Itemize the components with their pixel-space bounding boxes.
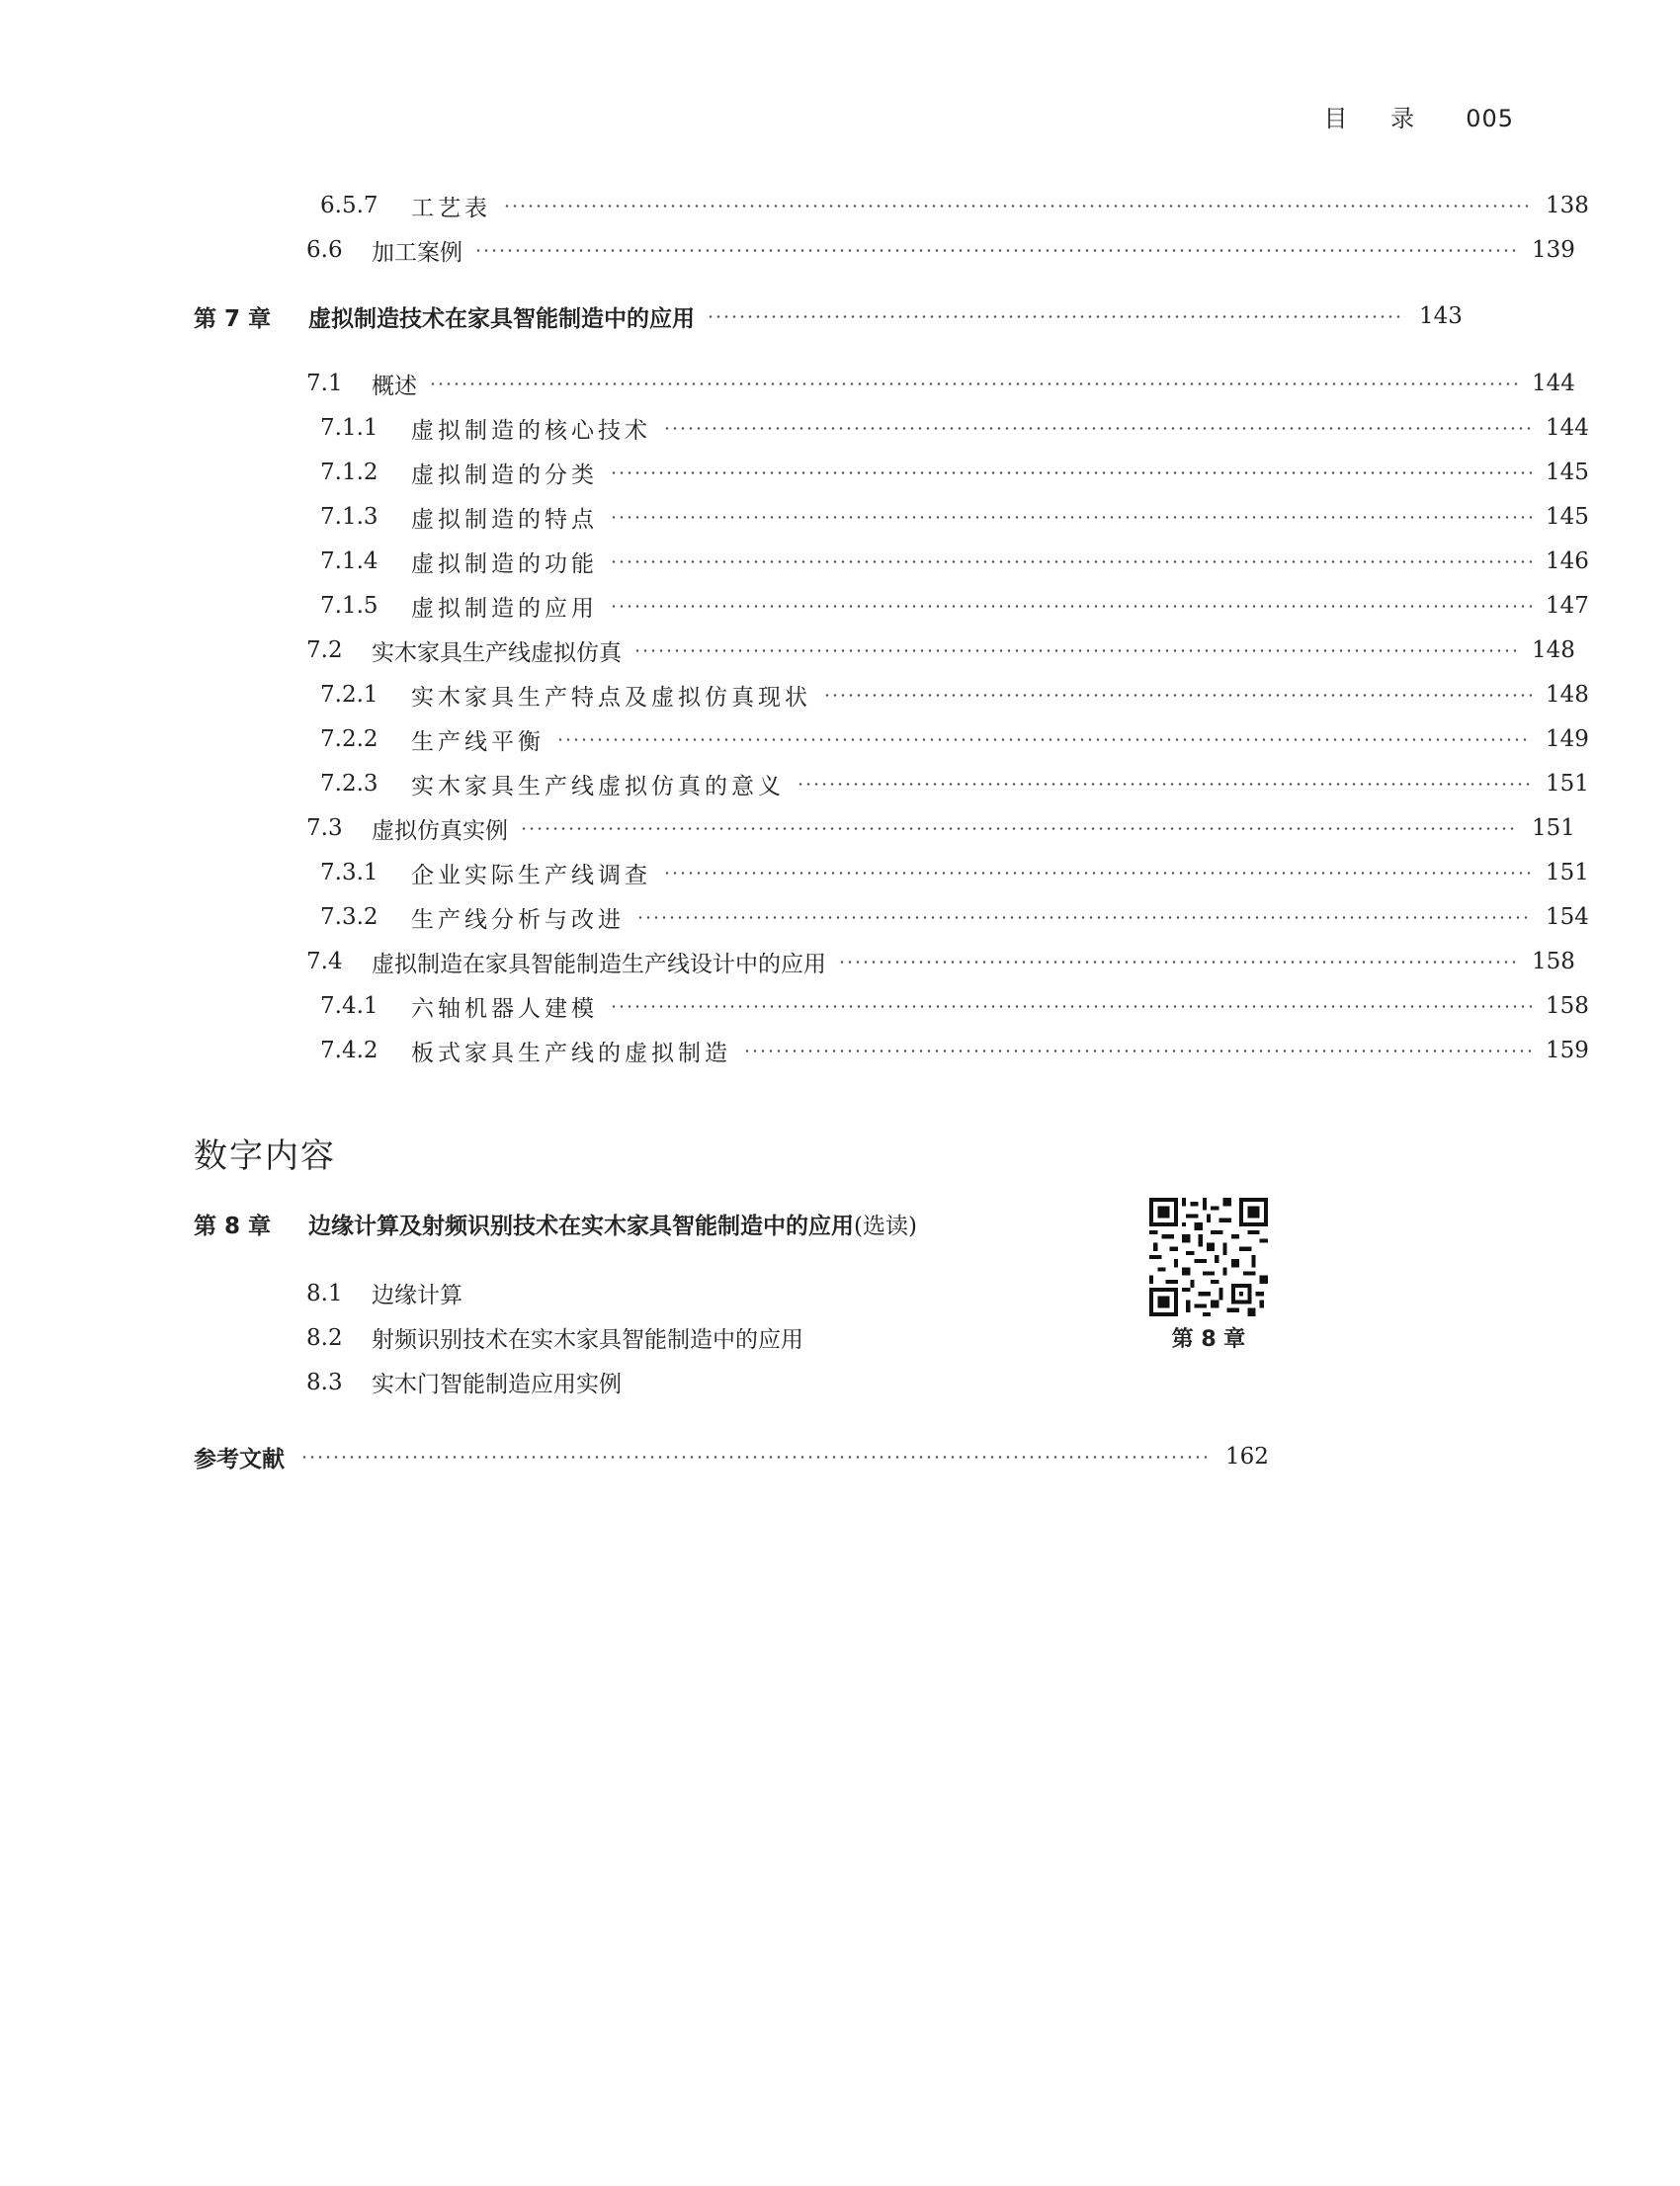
toc-entry-page: 145 <box>1546 504 1589 530</box>
toc-entry[interactable] <box>0 719 1589 759</box>
dot-leader <box>429 382 1518 385</box>
toc-entry[interactable] <box>0 1031 1589 1070</box>
dot-leader <box>743 1050 1532 1052</box>
digital-section-entry[interactable] <box>306 1277 462 1309</box>
toc-entry[interactable] <box>0 230 1575 270</box>
toc-chapter-entry[interactable] <box>0 296 1463 336</box>
toc-entry-title: 实木家具生产特点及虚拟仿真现状 <box>411 684 811 711</box>
dot-leader <box>610 516 1532 519</box>
toc-entry-number: 第 8 章 <box>194 1214 272 1239</box>
optional-reading-note: (选读) <box>854 1214 917 1239</box>
toc-entry-number: 7.1.3 <box>320 504 378 530</box>
toc-entry-number: 7.1.1 <box>320 415 378 441</box>
toc-entry-title: 虚拟制造的分类 <box>411 462 598 488</box>
qr-caption: 第 8 章 <box>1171 1327 1246 1352</box>
toc-entry-title: 虚拟制造在家具智能制造生产线设计中的应用 <box>372 951 826 977</box>
toc-entry-page: 158 <box>1532 949 1575 974</box>
toc-entry[interactable] <box>0 986 1589 1026</box>
toc-entry-title: 加工案例 <box>372 239 462 266</box>
toc-entry[interactable] <box>0 808 1575 848</box>
dot-leader <box>797 783 1532 786</box>
toc-entry-page: 154 <box>1546 904 1589 930</box>
toc-entry-number: 7.1 <box>306 371 343 396</box>
toc-entry-title: 生产线分析与改进 <box>411 906 625 933</box>
toc-entry-page: 151 <box>1546 860 1589 885</box>
toc-entry[interactable] <box>0 586 1589 626</box>
toc-entry-title: 六轴机器人建模 <box>411 995 598 1022</box>
digital-section-entry[interactable] <box>306 1321 803 1354</box>
toc-entry-page: 151 <box>1532 815 1575 841</box>
toc-entry-number: 7.2.1 <box>320 682 378 708</box>
toc-entry-number: 7.1.5 <box>320 593 378 619</box>
dot-leader <box>663 427 1532 430</box>
toc-entry-page: 159 <box>1546 1038 1589 1063</box>
toc-entry-page: 138 <box>1546 193 1589 218</box>
dot-leader <box>663 872 1532 875</box>
toc-entry-page: 146 <box>1546 548 1589 574</box>
toc-entry-title: 工艺表 <box>411 195 491 221</box>
toc-entry-number: 8.3 <box>306 1369 343 1395</box>
toc-entry-number: 7.3.2 <box>320 904 378 930</box>
toc-entry-page: 143 <box>1419 303 1463 329</box>
toc-entry-page: 148 <box>1532 637 1575 663</box>
toc-entry[interactable] <box>0 942 1575 981</box>
toc-entry-title: 板式家具生产线的虚拟制造 <box>411 1040 731 1066</box>
toc-entry-number: 7.3.1 <box>320 860 378 885</box>
toc-entry-number: 8.2 <box>306 1324 343 1351</box>
dot-leader <box>823 694 1532 697</box>
toc-entry-number: 第 7 章 <box>194 305 272 332</box>
qr-code-icon <box>1149 1198 1268 1316</box>
dot-leader <box>636 916 1532 919</box>
digital-section-entry[interactable] <box>306 1366 622 1398</box>
toc-entry-title: 企业实际生产线调查 <box>411 862 651 888</box>
toc-entry-number: 7.2.3 <box>320 771 378 797</box>
dot-leader <box>838 961 1518 964</box>
toc-entry[interactable] <box>0 764 1589 803</box>
toc-entry-page: 148 <box>1546 682 1589 708</box>
toc-entry-number: 6.5.7 <box>320 193 378 218</box>
dot-leader <box>610 560 1532 563</box>
toc-entry-page: 144 <box>1532 371 1575 396</box>
dot-leader <box>520 827 1518 830</box>
toc-entry-page: 162 <box>1225 1444 1269 1470</box>
dot-leader <box>474 249 1518 252</box>
dot-leader <box>610 605 1532 608</box>
digital-chapter-title[interactable] <box>194 1208 917 1240</box>
toc-entry-number: 8.1 <box>306 1280 343 1306</box>
dot-leader <box>610 471 1532 474</box>
toc-entry[interactable] <box>0 897 1589 937</box>
toc-entry-title: 射频识别技术在实木家具智能制造中的应用 <box>372 1327 803 1353</box>
toc-entry-page: 144 <box>1546 415 1589 441</box>
toc-entry-title: 实木门智能制造应用实例 <box>372 1372 622 1397</box>
toc-entry-number: 7.1.4 <box>320 548 378 574</box>
toc-entry-page: 139 <box>1532 237 1575 263</box>
toc-entry-title: 概述 <box>372 373 417 399</box>
toc-entry-title: 虚拟仿真实例 <box>372 817 508 844</box>
toc-entry-title: 虚拟制造的功能 <box>411 550 598 577</box>
toc-entry-title: 实木家具生产线虚拟仿真的意义 <box>411 773 785 799</box>
running-head <box>1324 99 1514 133</box>
dot-leader <box>300 1456 1212 1459</box>
running-head-title: 目 录 <box>1323 105 1433 132</box>
toc-entry-title: 参考文献 <box>194 1446 285 1472</box>
toc-entry-number: 7.1.2 <box>320 460 378 485</box>
page-number: 005 <box>1466 105 1514 132</box>
toc-entry[interactable] <box>0 631 1575 670</box>
toc-entry-title: 生产线平衡 <box>411 728 545 755</box>
toc-entry-title: 虚拟制造的应用 <box>411 595 598 622</box>
toc-entry[interactable] <box>0 408 1589 448</box>
toc-entry-title: 实木家具生产线虚拟仿真 <box>372 639 622 666</box>
dot-leader <box>556 738 1532 741</box>
toc-entry-number: 7.2.2 <box>320 726 378 752</box>
dot-leader <box>610 1005 1532 1008</box>
toc-entry-title: 虚拟制造技术在家具智能制造中的应用 <box>308 305 695 332</box>
digital-content-heading: 数字内容 <box>194 1136 336 1176</box>
toc-entry-title: 边缘计算及射频识别技术在实木家具智能制造中的应用 <box>308 1214 854 1239</box>
toc-entry[interactable] <box>0 542 1589 581</box>
toc-entry-number: 7.4 <box>306 949 343 974</box>
toc-entry-page: 145 <box>1546 460 1589 485</box>
toc-entry-number: 6.6 <box>306 237 343 263</box>
toc-entry-title: 边缘计算 <box>372 1283 462 1308</box>
toc-entry[interactable] <box>0 853 1589 892</box>
qr-code-block[interactable] <box>1148 1198 1269 1353</box>
toc-entry[interactable] <box>0 186 1589 225</box>
toc-entry-number: 7.2 <box>306 637 343 663</box>
toc-entry[interactable] <box>0 364 1575 403</box>
references-entry[interactable] <box>194 1437 1269 1476</box>
toc-entry-number: 7.4.2 <box>320 1038 378 1063</box>
toc-entry-title: 虚拟制造的核心技术 <box>411 417 651 444</box>
dot-leader <box>503 205 1532 208</box>
toc-entry-page: 158 <box>1546 993 1589 1019</box>
toc-entry-number: 7.4.1 <box>320 993 378 1019</box>
dot-leader <box>633 649 1518 652</box>
toc-entry-page: 147 <box>1546 593 1589 619</box>
toc-entry-number: 7.3 <box>306 815 343 841</box>
toc-entry[interactable] <box>0 675 1589 715</box>
toc-entry-page: 151 <box>1546 771 1589 797</box>
dot-leader <box>707 315 1405 318</box>
toc-entry[interactable] <box>0 453 1589 492</box>
toc-entry-page: 149 <box>1546 726 1589 752</box>
toc-entry-title: 虚拟制造的特点 <box>411 506 598 533</box>
toc-entry[interactable] <box>0 497 1589 537</box>
